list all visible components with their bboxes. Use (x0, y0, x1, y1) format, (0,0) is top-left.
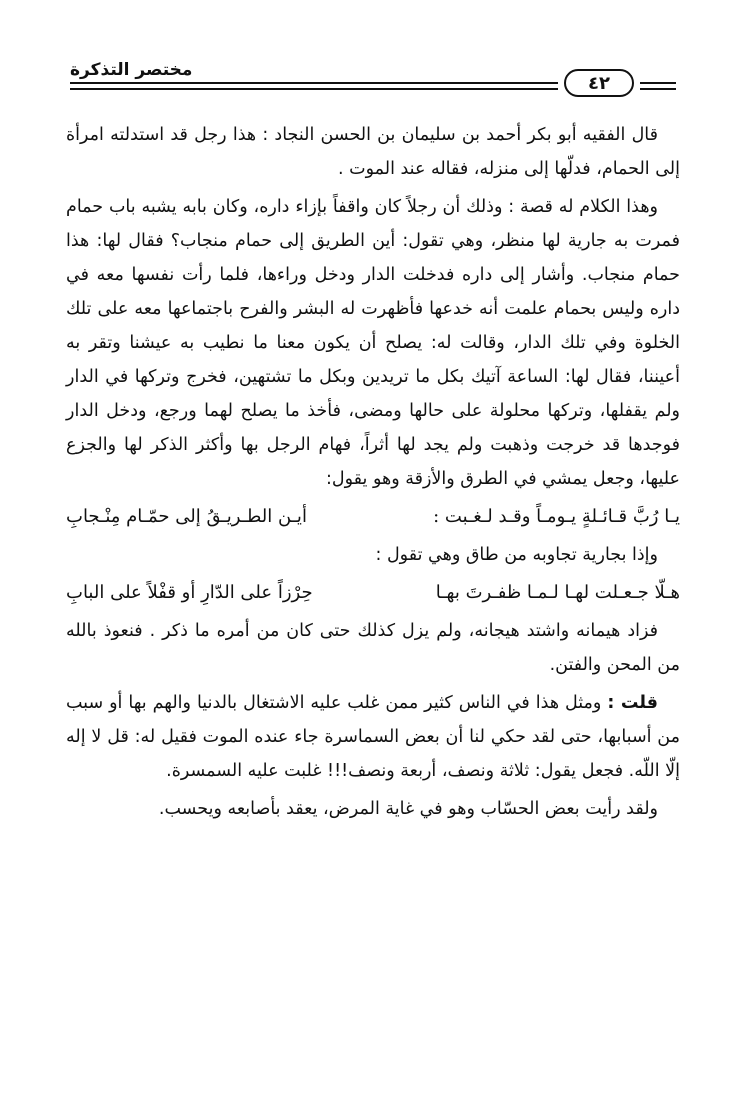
page-header (70, 56, 676, 100)
page-body (66, 118, 680, 826)
verse-1-first-hemistich: يـا رُبَّ قـائـلةٍ يـومـاً وقـد لـغـبت : (433, 506, 680, 527)
paragraph-5-lead: قلت : (607, 693, 659, 713)
paragraph-6: ولقد رأيت بعض الحسّاب وهو في غاية المرض، يعقد بأصابعه ويحسب. (158, 799, 658, 819)
paragraph-2: وهذا الكلام له قصة : وذلك أن رجلاً كان واقفاً بإزاء داره، وكان بابه يشبه باب حمام فمرت به جارية لها منظر، وهي تقول: أين الطريق إلى حمام منجاب؟ فقال لها: هذا حمام منجاب. وأشار إلى داره فدخلت الدار ودخل وراءها، فلما رأت نفسها معه في داره وليس بحمام علمت أنه خدعها فأظهرت له البشر والفرح باجتماعها معه على تلك الخلوة وفي تلك الدار، وقالت له: يصلح أن يكون معنا ما نطيب به عيشنا وتقر به أعيننا، فقال لها: الساعة آتيك بكل ما تريدين وبكل ما تشتهين، فخرج وتركها في الدار ولم يقفلها، وتركها محلولة على حالها ومضى، فأخذ ما يصلح لهما ورجع، ودخل الدار فوجدها قد خرجت وذهبت ولم يجد لها أثراً، فهام الرجل بها وأكثر الذكر لها والجزع عليها، وجعل يمشي في الطرق والأزقة وهو يقول: (66, 197, 680, 489)
poem-verse-2 (66, 574, 680, 612)
header-rule (70, 88, 558, 90)
verse-2-second-hemistich: حِرْزاً على الدّارِ أو قفْلاً على البابِ (66, 582, 313, 603)
running-title: مختصر التذكرة (70, 60, 193, 80)
header-dash (640, 88, 676, 90)
poem-verse-1 (66, 498, 680, 536)
paragraph-1: قال الفقيه أبو بكر أحمد بن سليمان بن الحسن النجاد : هذا رجل قد استدلته امرأة إلى الحمام، فدلّها إلى منزله، فقاله عند الموت . (66, 125, 680, 179)
paragraph-5 (66, 686, 680, 788)
page-number: ٤٢ (564, 69, 634, 97)
verse-2-first-hemistich: هـلّا جـعـلت لهـا لـمـا ظفـرتَ بهـا (435, 582, 680, 603)
paragraph-3: وإذا بجارية تجاوبه من طاق وهي تقول : (375, 545, 658, 565)
verse-1-second-hemistich: أيـن الطـريـقُ إلى حمّـام مِنْـجابِ (66, 506, 307, 527)
header-rule (70, 82, 558, 84)
paragraph-4: فزاد هيمانه واشتد هيجانه، ولم يزل كذلك حتى كان من أمره ما ذكر . فنعوذ بالله من المحن والفتن. (66, 621, 680, 675)
paragraph-5-text: ومثل هذا في الناس كثير ممن غلب عليه الاشتغال بالدنيا والهم بها أو سبب من أسبابها، حتى لقد حكي لنا أن بعض السماسرة جاء عنده الموت فقيل له: قل لا إله إلّا اللّه. فجعل يقول: ثلاثة ونصف، أربعة ونصف!!! غلبت عليه السمسرة. (66, 693, 680, 781)
header-dash (640, 82, 676, 84)
